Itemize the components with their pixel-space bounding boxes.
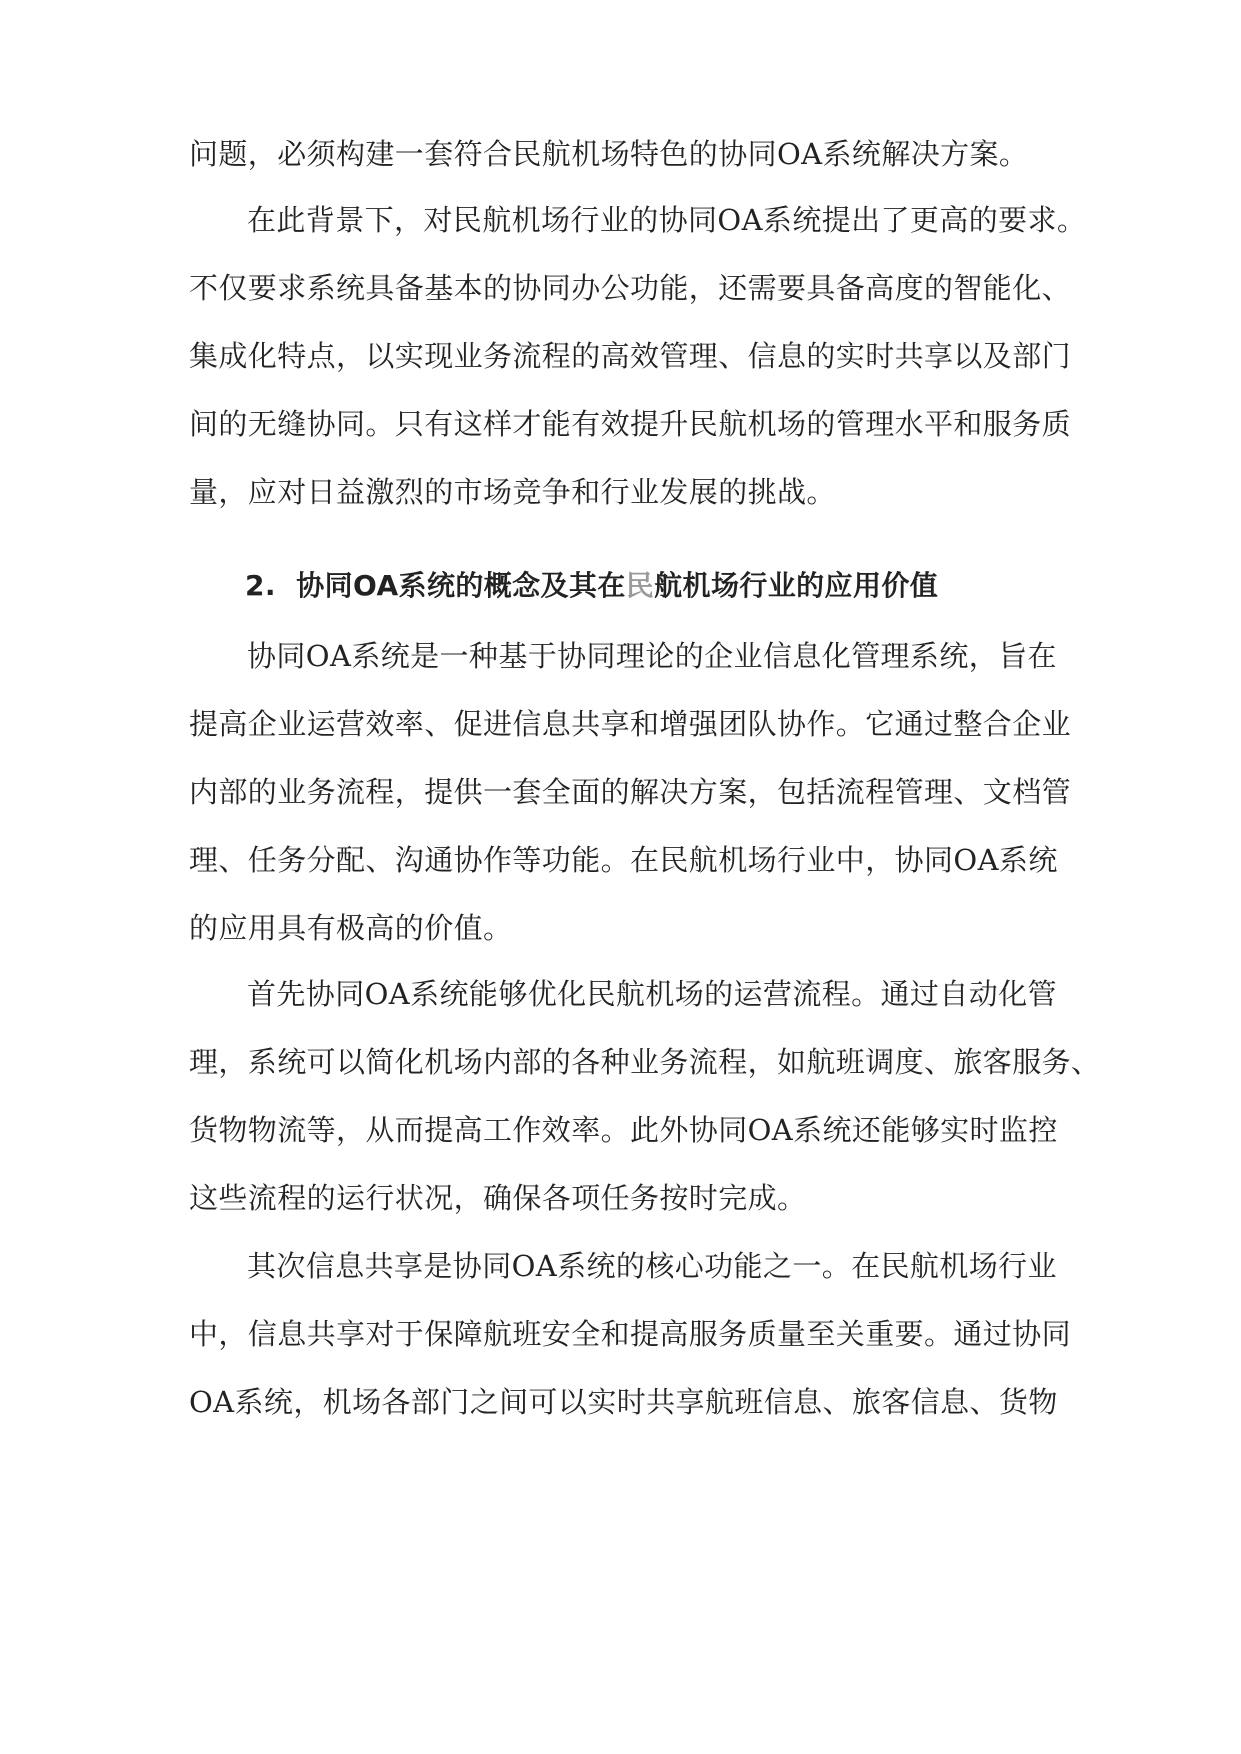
paragraph-line: 间的无缝协同。只有这样才能有效提升民航机场的管理水平和服务质 xyxy=(189,407,1072,441)
paragraph-line: 首先协同OA系统能够优化民航机场的运营流程。通过自动化管 xyxy=(247,977,1057,1011)
section-title-part1: 协同OA系统的概念及其在 xyxy=(296,569,626,602)
paragraph-line: 的应用具有极高的价值。 xyxy=(189,911,513,945)
paragraph-line: 量，应对日益激烈的市场竞争和行业发展的挑战。 xyxy=(189,475,836,509)
paragraph-line: 理、任务分配、沟通协作等功能。在民航机场行业中，协同OA系统 xyxy=(189,843,1058,877)
paragraph-line: 中，信息共享对于保障航班安全和提高服务质量至关重要。通过协同 xyxy=(189,1317,1072,1351)
paragraph-line: 提高企业运营效率、促进信息共享和增强团队协作。它通过整合企业 xyxy=(189,707,1072,741)
section-number: 2. xyxy=(245,569,276,602)
paragraph-line: 内部的业务流程，提供一套全面的解决方案，包括流程管理、文档管 xyxy=(189,775,1072,809)
paragraph-line: OA系统，机场各部门之间可以实时共享航班信息、旅客信息、货物 xyxy=(189,1385,1058,1419)
paragraph-line: 协同OA系统是一种基于协同理论的企业信息化管理系统，旨在 xyxy=(247,639,1057,673)
paragraph-line: 问题，必须构建一套符合民航机场特色的协同OA系统解决方案。 xyxy=(189,137,1029,171)
paragraph-line: 这些流程的运行状况，确保各项任务按时完成。 xyxy=(189,1181,807,1215)
paragraph-line: 不仅要求系统具备基本的协同办公功能，还需要具备高度的智能化、 xyxy=(189,271,1072,305)
paragraph-line: 理，系统可以简化机场内部的各种业务流程，如航班调度、旅客服务、 xyxy=(189,1045,1101,1079)
section-title-part2: 航机场行业的应用价值 xyxy=(654,569,939,602)
paragraph-line: 货物物流等，从而提高工作效率。此外协同OA系统还能够实时监控 xyxy=(189,1113,1058,1147)
section-title-faint-char: 民 xyxy=(625,569,655,602)
paragraph-line: 在此背景下，对民航机场行业的协同OA系统提出了更高的要求。 xyxy=(247,203,1087,237)
paragraph-line: 集成化特点，以实现业务流程的高效管理、信息的实时共享以及部门 xyxy=(189,339,1072,373)
section-heading xyxy=(245,566,1125,606)
paragraph-line: 其次信息共享是协同OA系统的核心功能之一。在民航机场行业 xyxy=(247,1249,1057,1283)
